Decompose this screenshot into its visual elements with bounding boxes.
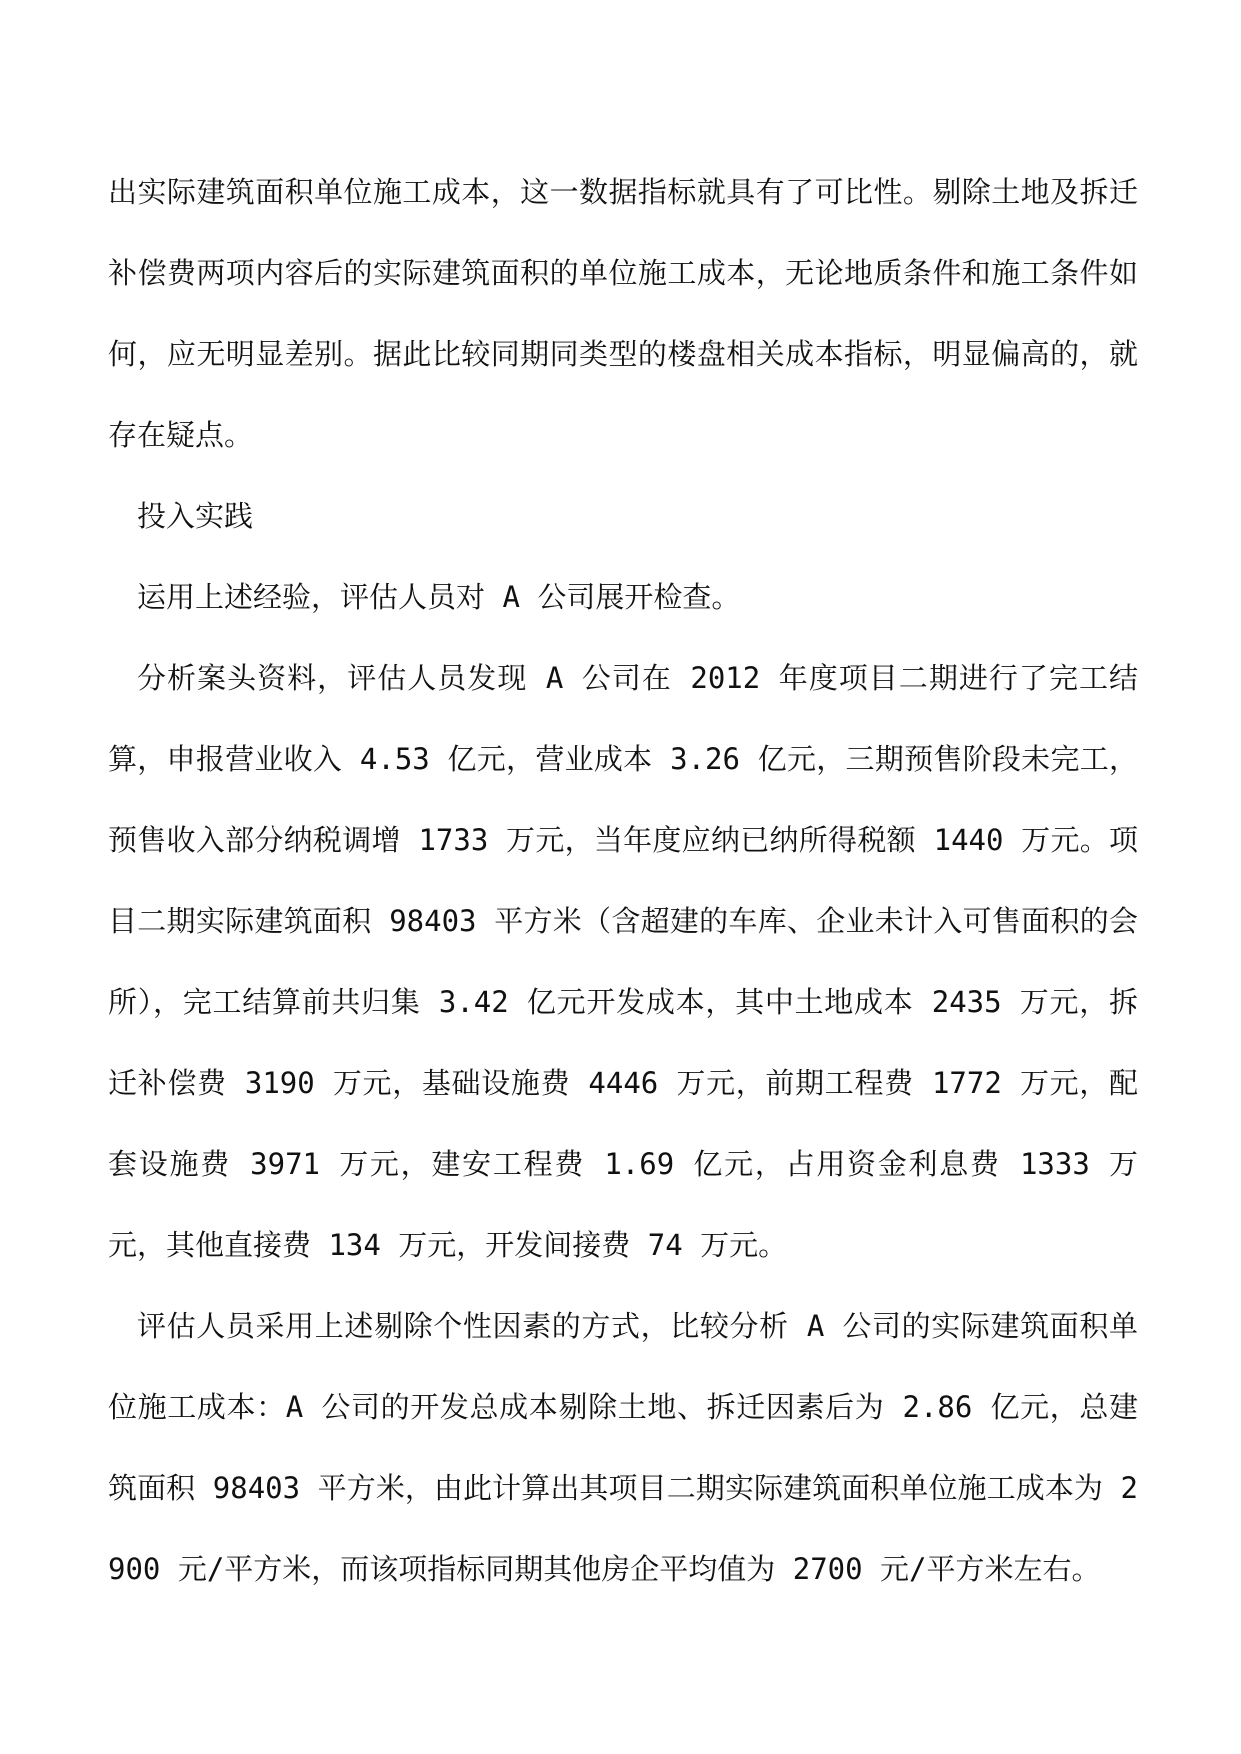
- section-heading: 投入实践: [137, 499, 254, 533]
- paragraph-intro: 运用上述经验，评估人员对 A 公司展开检查。: [137, 580, 741, 614]
- paragraph-comparison: 评估人员采用上述剔除个性因素的方式，比较分析 A 公司的实际建筑面积单位施工成本：A 公司的开发总成本剔除土地、拆迁因素后为 2.86 亿元，总建筑面积 98403 平方米，由此计算出其项目二期实际建筑面积单位施工成本为 2900 元/平方米，而该项指标同期其他房企平均值为 2700 元/平方米左右。: [108, 1309, 1138, 1586]
- paragraph-analysis: 分析案头资料，评估人员发现 A 公司在 2012 年度项目二期进行了完工结算，申报营业收入 4.53 亿元，营业成本 3.26 亿元，三期预售阶段未完工，预售收入部分纳税调增 1733 万元，当年度应纳已纳所得税额 1440 万元。项目二期实际建筑面积 98403 平方米（含超建的车库、企业未计入可售面积的会所），完工结算前共归集 3.42 亿元开发成本，其中土地成本 2435 万元，拆迁补偿费 3190 万元，基础设施费 4446 万元，前期工程费 1772 万元，配套设施费 3971 万元，建安工程费 1.69 亿元，占用资金利息费 1333 万元，其他直接费 134 万元，开发间接费 74 万元。: [108, 661, 1138, 1262]
- document-body: [108, 152, 1138, 1610]
- paragraph-continuation: 出实际建筑面积单位施工成本，这一数据指标就具有了可比性。剔除土地及拆迁补偿费两项内容后的实际建筑面积的单位施工成本，无论地质条件和施工条件如何，应无明显差别。据此比较同期同类型的楼盘相关成本指标，明显偏高的，就存在疑点。: [108, 175, 1138, 452]
